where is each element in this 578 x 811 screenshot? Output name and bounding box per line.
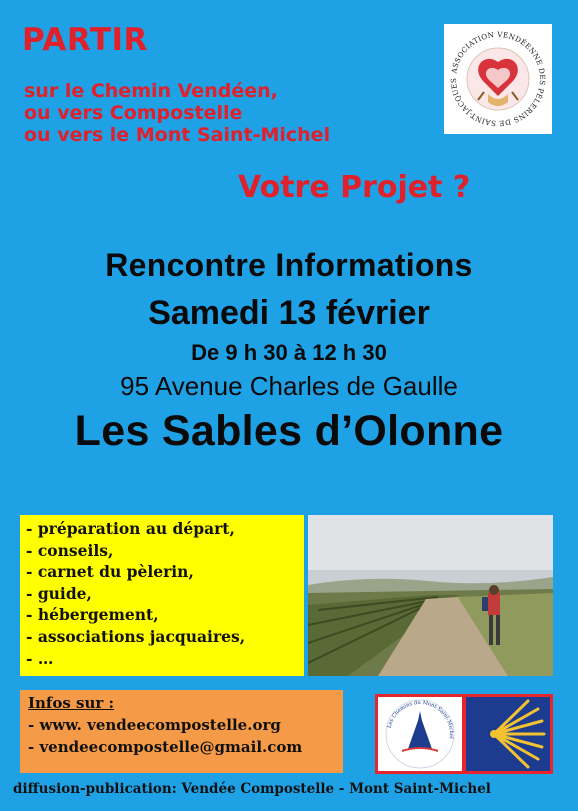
headline-partir: PARTIR: [22, 22, 148, 58]
subline-3: ou vers le Mont Saint-Michel: [24, 124, 331, 146]
event-date: Samedi 13 février: [148, 294, 430, 332]
partner-logo-text: Les Chemins du Mont-Saint-Michel: [386, 699, 455, 740]
event-city: Les Sables d’Olonne: [74, 407, 504, 455]
topic-item: - conseils,: [26, 540, 114, 560]
subline-1: sur le Chemin Vendéen,: [24, 80, 278, 102]
association-logo: [444, 24, 552, 134]
footer-credit: diffusion-publication: Vendée Compostelle - Mont Saint-Michel: [13, 778, 569, 800]
topics-box: [20, 515, 304, 676]
partner-logos: [375, 694, 553, 774]
topic-item: - guide,: [26, 583, 92, 603]
email-link[interactable]: - vendeecompostelle@gmail.com: [28, 738, 303, 756]
event-address: 95 Avenue Charles de Gaulle: [120, 371, 458, 401]
topic-item: - préparation au départ,: [26, 519, 235, 538]
info-title: Infos sur :: [28, 694, 115, 712]
topic-item: - associations jacquaires,: [26, 626, 246, 646]
event-title: Rencontre Informations: [105, 247, 473, 283]
info-box: [20, 690, 343, 773]
topic-item: - …: [26, 648, 54, 668]
scallop-shell-icon: [466, 697, 550, 771]
logo-ring-text: ASSOCIATION VENDÉENNE DES PÈLERINS DE SAINT-JACQUES: [448, 29, 548, 129]
mont-saint-michel-logo: [378, 697, 462, 771]
subline-2: ou vers Compostelle: [24, 102, 243, 124]
topic-item: - carnet du pèlerin,: [26, 562, 194, 582]
pilgrim-photo: [308, 515, 553, 676]
topic-item: - hébergement,: [26, 605, 159, 625]
project-question: Votre Projet ?: [238, 170, 471, 205]
event-time: De 9 h 30 à 12 h 30: [191, 340, 387, 365]
website-link[interactable]: - www. vendeecompostelle.org: [28, 716, 281, 734]
